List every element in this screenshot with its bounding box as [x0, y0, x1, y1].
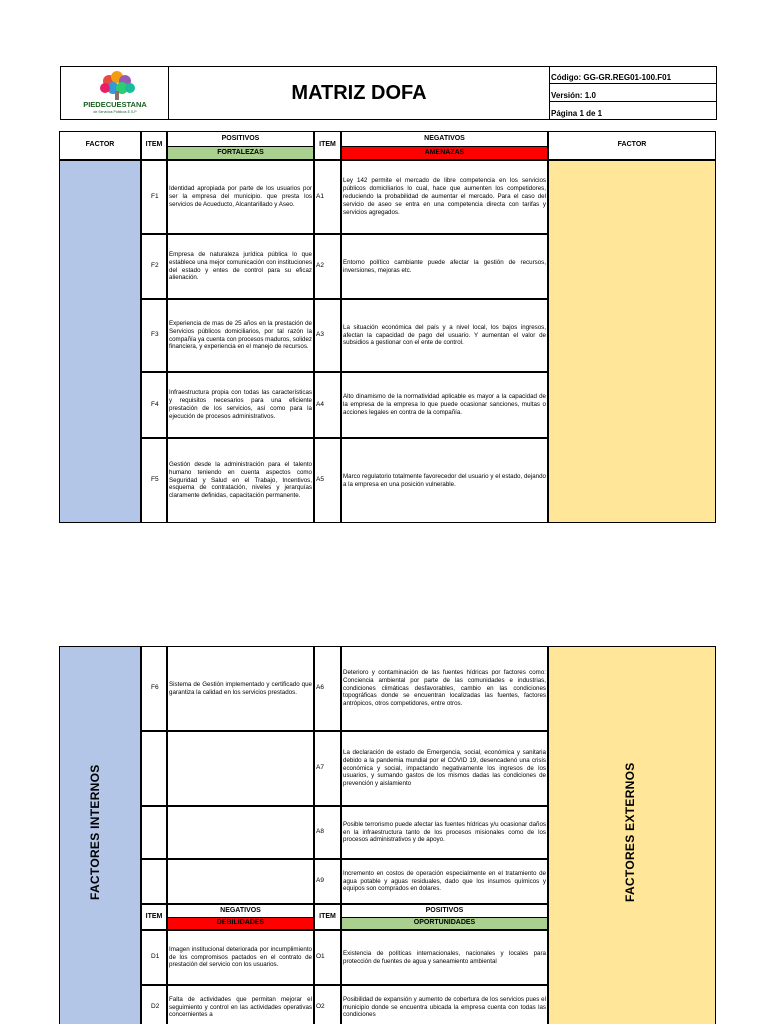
factor-header-left: FACTOR: [59, 131, 141, 160]
row-item-right: A6: [314, 646, 341, 731]
row-item-right: A5: [314, 438, 341, 523]
row-text-left: Identidad apropiada por parte de los usuarios por ser la empresa del municipio. que presta los servicios de Acueducto, Alcantarillado y Aseo.: [167, 160, 314, 234]
row-item-left: D2: [141, 985, 167, 1024]
oportunidades-label: OPORTUNIDADES: [342, 917, 547, 929]
row-item-left: F2: [141, 234, 167, 299]
row-item-left: F1: [141, 160, 167, 234]
row-text-left: Falta de actividades que permitan mejorar el seguimiento y control en las actividades operativas concernientes a: [167, 985, 314, 1024]
negativos-label: NEGATIVOS: [424, 134, 465, 142]
row-text-left: Sistema de Gestión implementado y certificado que garantiza la calidad en los servicios prestados.: [167, 646, 314, 731]
document-version: Versión: 1.0: [550, 84, 716, 101]
row-text-right: Entorno político cambiante puede afectar la gestión de recursos, inversiones, mejoras etc.: [341, 234, 548, 299]
row-item-left: D1: [141, 930, 167, 985]
row-text-right: Alto dinamismo de la normatividad aplicable es mayor a la capacidad de la empresa de la empresa lo que puede ocasionar sanciones, multas o acciones legales en contra de la compañía.: [341, 372, 548, 438]
row-item-right: A1: [314, 160, 341, 234]
row-text-left: Empresa de naturaleza jurídica pública lo que establece una mejor comunicación con instituciones del estado y entes de control para su eficaz alienación.: [167, 234, 314, 299]
row-item-right: A2: [314, 234, 341, 299]
positivos-header: [167, 131, 314, 160]
document-info: [550, 67, 716, 119]
row-text-right: Deterioro y contaminación de las fuentes hídricas por factores como: Conciencia ambiental por parte de las comunidades e industrias, condiciones climáticas desfavorables, cambio en las condiciones topográficas donde se encuentran localizadas las fuentes, factores antrópicos, otros competidores, entre otros.: [341, 646, 548, 731]
row-text-right: La declaración de estado de Emergencia, social, económica y sanitaria debido a la pandemia mundial por el COVID 19, desencadenó una crisis económica y social, impactando negativamente los ingresos de los usuarios, y sumando gastos de los mismos dadas las condiciones de prevención y aislamiento: [341, 731, 548, 806]
item-header-o: ITEM: [314, 904, 341, 930]
item-header-f: ITEM: [141, 131, 167, 160]
document-header: [60, 66, 717, 120]
row-item-left: [141, 731, 167, 806]
row-text-right: La situación económica del país y a nivel local, los bajos ingresos, afectan la capacidad de pago del usuario. Y aumentan el valor de subsidios a gestionar con el ente de control.: [341, 299, 548, 372]
row-item-right: A4: [314, 372, 341, 438]
row-item-right: O2: [314, 985, 341, 1024]
logo-subtitle: de Servicios Públicos E.S.P: [93, 110, 137, 114]
logo-name: PIEDECUESTANA: [83, 100, 147, 109]
row-text-left: Imagen institucional deteriorada por incumplimiento de los compromisos pactados en el contrato de prestación del servicio con los usuarios.: [167, 930, 314, 985]
document-title: MATRIZ DOFA: [169, 67, 550, 119]
factores-internos-column-top: [59, 160, 141, 523]
row-item-right: O1: [314, 930, 341, 985]
row-text-right: Existencia de políticas internacionales, nacionales y locales para protección de fuentes de agua y saneamiento ambiental: [341, 930, 548, 985]
factores-externos-column-top: [548, 160, 716, 523]
positivos-header-o: [341, 904, 548, 930]
factor-header-right: FACTOR: [548, 131, 716, 160]
company-logo: [61, 67, 169, 119]
negativos-label-d: NEGATIVOS: [220, 906, 261, 914]
document-code: Código: GG-GR.REG01-100.F01: [550, 67, 716, 84]
row-item-right: A8: [314, 806, 341, 859]
row-item-right: A9: [314, 859, 341, 904]
row-item-left: [141, 859, 167, 904]
factores-internos-label: FACTORES INTERNOS: [88, 764, 102, 900]
row-text-left: [167, 859, 314, 904]
item-header-d: ITEM: [141, 904, 167, 930]
row-text-right: Ley 142 permite el mercado de libre competencia en los servicios públicos domiciliarios lo cual, hace que aumenten los competidores, reduciendo la probabilidad de aumentar el mercado. Para el caso del servicio de aseo se entra en una competencia directa con tarifas y servicios agregados.: [341, 160, 548, 234]
row-item-right: A7: [314, 731, 341, 806]
row-text-left: Infraestructura propia con todas las características y requisitos necesarios para una eficiente prestación de los servicios, así como para la ejecución de procesos administrativos.: [167, 372, 314, 438]
row-text-left: Experiencia de mas de 25 años en la prestación de Servicios públicos domiciliarios, por tal razón la compañía ya cuenta con procesos maduros, solidez financiera, y experiencia en el manejo de recursos.: [167, 299, 314, 372]
row-item-left: F4: [141, 372, 167, 438]
fortalezas-label: FORTALEZAS: [168, 146, 313, 159]
debilidades-label: DEBILIDADES: [168, 917, 313, 929]
row-item-left: F3: [141, 299, 167, 372]
row-item-left: [141, 806, 167, 859]
document-page: Página 1 de 1: [551, 108, 603, 118]
row-item-left: F6: [141, 646, 167, 731]
row-text-right: Marco regulatorio totalmente favorecedor del usuario y el estado, dejando a la empresa en una posición vulnerable.: [341, 438, 548, 523]
positivos-label: POSITIVOS: [221, 134, 260, 142]
amenazas-label: AMENAZAS: [342, 146, 547, 159]
negativos-header-d: [167, 904, 314, 930]
row-text-right: Posibilidad de expansión y aumento de cobertura de los servicios pues el municipio donde se encuentra ubicada la empresa cuenta con todas las condiciones: [341, 985, 548, 1024]
row-text-left: [167, 806, 314, 859]
factores-internos-column: [59, 646, 141, 1024]
row-text-right: Incremento en costos de operación especialmente en el tratamiento de agua potable y aguas residuales, dado que los insumos químicos y equipos son comprados en dolares.: [341, 859, 548, 904]
positivos-label-o: POSITIVOS: [425, 906, 464, 914]
factores-externos-label: FACTORES EXTERNOS: [623, 762, 637, 902]
negativos-header: [341, 131, 548, 160]
row-item-left: F5: [141, 438, 167, 523]
row-text-left: Gestión desde la administración para el talento humano teniendo en cuenta aspectos como Seguridad y Salud en el Trabajo, Incentivos, esquema de contratación, niveles y jerarquías claramente definidas, capacitación permanente.: [167, 438, 314, 523]
row-text-right: Posible terrorismo puede afectar las fuentes hídricas y/u ocasionar daños en la infraestructura tanto de los procesos misionales como de los procesos administrativos y de apoyo.: [341, 806, 548, 859]
row-text-left: [167, 731, 314, 806]
row-item-right: A3: [314, 299, 341, 372]
item-header-a: ITEM: [314, 131, 341, 160]
factores-externos-column: [548, 646, 716, 1024]
